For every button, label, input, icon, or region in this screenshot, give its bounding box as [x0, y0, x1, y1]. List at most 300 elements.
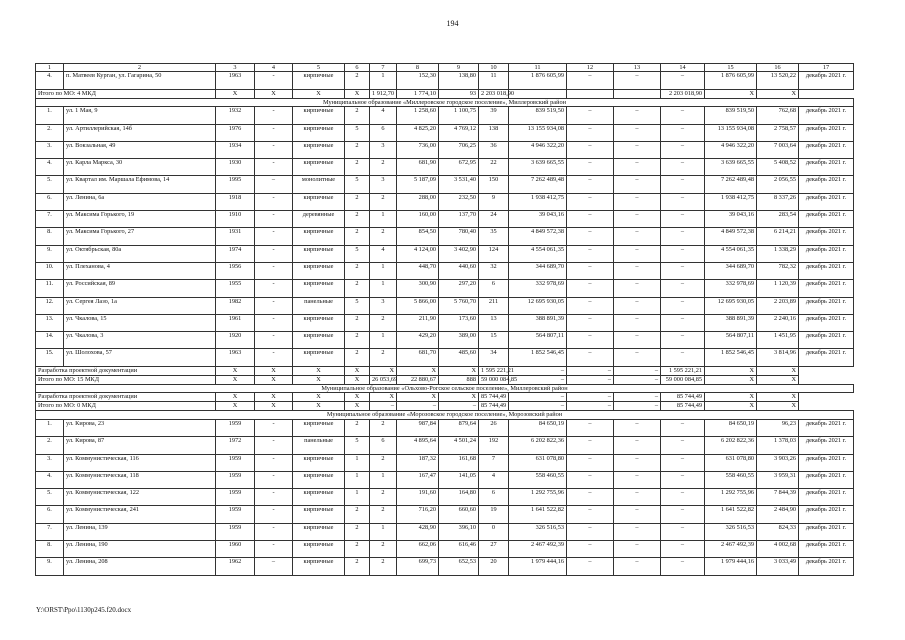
total-cell: – [509, 366, 567, 375]
deadline-cell: декабрь 2021 г. [799, 280, 854, 297]
data-cell: 344 689,70 [705, 262, 757, 279]
data-cell: 879,64 [439, 419, 479, 436]
table-row [36, 332, 854, 349]
data-cell: – [567, 349, 614, 366]
data-cell: – [614, 297, 661, 314]
data-cell: 4 849 572,38 [509, 228, 567, 245]
total-cell: X [255, 375, 293, 384]
data-cell: 1976 [216, 124, 255, 141]
data-cell: 6 202 822,36 [705, 437, 757, 454]
data-cell: 211 [479, 297, 509, 314]
data-cell: 326 516,53 [509, 523, 567, 540]
total-cell: X [255, 366, 293, 375]
data-cell: 11 [479, 72, 509, 89]
total-cell: X [439, 393, 479, 402]
data-cell: 1963 [216, 349, 255, 366]
data-cell: 662,06 [397, 541, 439, 558]
address-cell: ул. Ленина, 6а [64, 193, 216, 210]
data-cell: 84 650,19 [509, 419, 567, 436]
row-number: 9. [36, 245, 64, 262]
row-number: 10. [36, 262, 64, 279]
data-cell: 1 100,75 [439, 107, 479, 124]
deadline-cell: декабрь 2021 г. [799, 228, 854, 245]
data-cell: – [567, 506, 614, 523]
row-number: 4. [36, 72, 64, 89]
data-cell: 5 760,70 [439, 297, 479, 314]
data-cell: – [661, 107, 705, 124]
data-cell: кирпичные [293, 523, 345, 540]
data-cell: 2 484,90 [757, 506, 799, 523]
column-number-cell: 6 [345, 64, 370, 72]
data-cell: кирпичные [293, 159, 345, 176]
table-row [36, 489, 854, 506]
row-number: 15. [36, 349, 64, 366]
address-cell: ул. Ленина, 190 [64, 541, 216, 558]
data-cell: 1 120,39 [757, 280, 799, 297]
total-cell: – [509, 393, 567, 402]
row-number: 2. [36, 437, 64, 454]
total-cell: X [293, 89, 345, 98]
deadline-cell: декабрь 2021 г. [799, 419, 854, 436]
data-cell: – [661, 471, 705, 488]
data-cell: 4 002,68 [757, 541, 799, 558]
data-cell: панельные [293, 437, 345, 454]
data-cell: 1995 [216, 176, 255, 193]
table-row [36, 541, 854, 558]
total-cell: X [216, 89, 255, 98]
data-cell: 440,60 [439, 262, 479, 279]
deadline-cell: декабрь 2021 г. [799, 211, 854, 228]
data-cell: 1 [370, 471, 397, 488]
data-cell: - [255, 349, 293, 366]
data-cell: 4 769,12 [439, 124, 479, 141]
data-cell: 24 [479, 211, 509, 228]
table-row [36, 159, 854, 176]
data-cell: 5 [345, 245, 370, 262]
data-cell: 1 292 755,96 [509, 489, 567, 506]
data-cell: 1 [345, 454, 370, 471]
data-cell: 1 451,95 [757, 332, 799, 349]
data-cell: – [614, 211, 661, 228]
data-cell: кирпичные [293, 193, 345, 210]
data-cell: - [255, 280, 293, 297]
total-cell [567, 89, 614, 98]
data-cell: 1 378,03 [757, 437, 799, 454]
data-cell: 232,50 [439, 193, 479, 210]
data-cell: – [661, 228, 705, 245]
data-cell: – [567, 454, 614, 471]
total-cell: X [345, 89, 370, 98]
data-cell: – [567, 489, 614, 506]
total-cell: – [370, 402, 397, 411]
data-cell: – [567, 314, 614, 331]
data-cell: 2 [345, 541, 370, 558]
section-header-row [36, 98, 854, 107]
data-cell: 558 460,55 [705, 471, 757, 488]
column-number-row [36, 64, 854, 72]
data-cell: 137,70 [439, 211, 479, 228]
data-cell: 2 467 492,39 [705, 541, 757, 558]
deadline-cell: декабрь 2021 г. [799, 541, 854, 558]
data-cell: 7 262 489,48 [705, 176, 757, 193]
total-cell: X [216, 366, 255, 375]
data-cell: 1961 [216, 314, 255, 331]
deadline-cell: декабрь 2021 г. [799, 558, 854, 575]
data-cell: – [567, 72, 614, 89]
data-cell: 1 852 546,45 [705, 349, 757, 366]
total-cell: X [397, 393, 439, 402]
column-number-cell: 2 [64, 64, 216, 72]
data-cell: – [661, 489, 705, 506]
total-cell: X [757, 375, 799, 384]
deadline-cell: декабрь 2021 г. [799, 124, 854, 141]
address-cell: ул. Ленина, 139 [64, 523, 216, 540]
total-cell: – [614, 393, 661, 402]
section-title: Муниципальное образование «Морозовское городское поселение», Морозовский район [36, 411, 854, 420]
data-cell: - [255, 211, 293, 228]
total-cell: – [567, 366, 614, 375]
data-cell: 8 337,26 [757, 193, 799, 210]
total-cell: X [397, 366, 439, 375]
data-cell: 429,20 [397, 332, 439, 349]
deadline-cell: декабрь 2021 г. [799, 489, 854, 506]
data-cell: 36 [479, 141, 509, 158]
table-row [36, 72, 854, 89]
table-row [36, 523, 854, 540]
data-cell: 35 [479, 228, 509, 245]
data-cell: 1 979 444,16 [509, 558, 567, 575]
address-cell: ул. Кирова, 23 [64, 419, 216, 436]
address-cell: п. Матвеев Курган, ул. Гагарина, 50 [64, 72, 216, 89]
data-cell: - [255, 419, 293, 436]
data-cell: 1 876 605,99 [509, 72, 567, 89]
data-cell: 5 866,00 [397, 297, 439, 314]
data-cell: 2 240,16 [757, 314, 799, 331]
data-cell: – [567, 419, 614, 436]
data-cell: 2 056,55 [757, 176, 799, 193]
data-cell: 1 938 412,75 [705, 193, 757, 210]
data-cell: 326 516,53 [705, 523, 757, 540]
column-number-cell: 7 [370, 64, 397, 72]
data-cell: – [614, 489, 661, 506]
data-cell: 389,00 [439, 332, 479, 349]
data-cell: 13 155 934,08 [509, 124, 567, 141]
row-number: 8. [36, 541, 64, 558]
data-cell: 1962 [216, 558, 255, 575]
data-cell: 2 [370, 159, 397, 176]
data-cell: – [567, 159, 614, 176]
total-cell: 59 000 084,85 [479, 375, 509, 384]
data-cell: 3 814,96 [757, 349, 799, 366]
data-cell: – [614, 523, 661, 540]
column-number-cell: 16 [757, 64, 799, 72]
data-cell: – [661, 193, 705, 210]
total-row [36, 375, 854, 384]
data-cell: 3 [370, 176, 397, 193]
data-cell: 3 402,90 [439, 245, 479, 262]
data-cell: 1 641 522,82 [509, 506, 567, 523]
column-number-cell: 9 [439, 64, 479, 72]
total-cell: X [705, 366, 757, 375]
data-cell: 2 [345, 262, 370, 279]
deadline-cell: декабрь 2021 г. [799, 141, 854, 158]
column-number-cell: 10 [479, 64, 509, 72]
data-cell: – [255, 558, 293, 575]
data-cell: 141,05 [439, 471, 479, 488]
data-cell: 2 [370, 349, 397, 366]
data-cell: 2 [370, 489, 397, 506]
data-cell: 4 [370, 245, 397, 262]
column-number-cell: 3 [216, 64, 255, 72]
row-number: 6. [36, 193, 64, 210]
data-cell: 96,23 [757, 419, 799, 436]
data-cell: 5 [345, 297, 370, 314]
row-number: 1. [36, 107, 64, 124]
data-cell: 1930 [216, 159, 255, 176]
data-cell: 1982 [216, 297, 255, 314]
column-number-cell: 13 [614, 64, 661, 72]
column-number-cell: 8 [397, 64, 439, 72]
total-cell: 59 000 084,85 [661, 375, 705, 384]
data-cell: – [661, 506, 705, 523]
data-cell: 1 [370, 523, 397, 540]
total-row [36, 402, 854, 411]
data-cell: 1972 [216, 437, 255, 454]
data-cell: 4 554 061,35 [705, 245, 757, 262]
address-cell: ул. Коммунистическая, 122 [64, 489, 216, 506]
data-cell: 7 262 489,48 [509, 176, 567, 193]
data-cell: 192 [479, 437, 509, 454]
data-cell: 2 [345, 314, 370, 331]
address-cell: ул. Коммунистическая, 241 [64, 506, 216, 523]
total-cell: – [614, 375, 661, 384]
data-cell: 681,90 [397, 159, 439, 176]
data-cell: – [661, 419, 705, 436]
data-cell: – [567, 471, 614, 488]
data-cell: – [567, 297, 614, 314]
total-cell: – [509, 375, 567, 384]
data-cell: – [661, 332, 705, 349]
total-label: Разработка проектной документации [36, 366, 216, 375]
total-cell: – [614, 402, 661, 411]
data-cell: 2 [345, 211, 370, 228]
data-cell: – [614, 506, 661, 523]
row-number: 5. [36, 489, 64, 506]
deadline-cell: декабрь 2021 г. [799, 471, 854, 488]
total-cell: 2 203 018,90 [661, 89, 705, 98]
total-cell: – [439, 402, 479, 411]
total-cell [614, 89, 661, 98]
data-cell: 4 [479, 471, 509, 488]
table-row [36, 211, 854, 228]
data-cell: 5 187,09 [397, 176, 439, 193]
data-cell: 2 [345, 72, 370, 89]
data-cell: 3 639 665,55 [509, 159, 567, 176]
total-cell: 85 744,49 [661, 402, 705, 411]
total-cell: X [255, 393, 293, 402]
registry-table [35, 63, 854, 576]
total-cell: 26 053,69 [370, 375, 397, 384]
data-cell: – [567, 176, 614, 193]
data-cell: 660,60 [439, 506, 479, 523]
total-cell: X [757, 366, 799, 375]
data-cell: - [255, 471, 293, 488]
data-cell: 2 203,89 [757, 297, 799, 314]
data-cell: – [567, 280, 614, 297]
data-cell: 672,95 [439, 159, 479, 176]
data-cell: 631 078,80 [705, 454, 757, 471]
address-cell: ул. Плеханова, 4 [64, 262, 216, 279]
data-cell: – [567, 228, 614, 245]
data-cell: 1934 [216, 141, 255, 158]
total-cell: 2 203 018,90 [479, 89, 509, 98]
total-row [36, 393, 854, 402]
data-cell: 1 [370, 280, 397, 297]
data-cell: – [614, 262, 661, 279]
data-cell: – [661, 349, 705, 366]
data-cell: 9 [479, 193, 509, 210]
data-cell: – [255, 176, 293, 193]
data-cell: 4 849 572,38 [705, 228, 757, 245]
data-cell: – [567, 211, 614, 228]
data-cell: 448,70 [397, 262, 439, 279]
data-cell: 2 [370, 506, 397, 523]
total-cell: 22 880,67 [397, 375, 439, 384]
total-cell: 85 744,49 [479, 393, 509, 402]
data-cell: деревянные [293, 211, 345, 228]
data-cell: 2 [370, 193, 397, 210]
address-cell: ул. Артиллерийская, 14б [64, 124, 216, 141]
data-cell: 5 [345, 176, 370, 193]
data-cell: 3 033,49 [757, 558, 799, 575]
data-cell: - [255, 228, 293, 245]
data-cell: – [661, 211, 705, 228]
data-cell: 2 [345, 159, 370, 176]
data-cell: – [614, 193, 661, 210]
data-cell: – [661, 72, 705, 89]
data-cell: монолитные [293, 176, 345, 193]
data-cell: 2 [345, 506, 370, 523]
data-cell: 1 [370, 211, 397, 228]
table-row [36, 506, 854, 523]
data-cell: 3 531,40 [439, 176, 479, 193]
data-cell: – [614, 471, 661, 488]
total-cell: X [293, 366, 345, 375]
total-cell: X [216, 393, 255, 402]
data-cell: – [614, 228, 661, 245]
data-cell: 13 [479, 314, 509, 331]
address-cell: ул. Чкалова, 3 [64, 332, 216, 349]
data-cell: – [661, 437, 705, 454]
data-cell: 3 [370, 297, 397, 314]
section-title: Муниципальное образование «Миллеровское городское поселение», Миллеровский район [36, 98, 854, 107]
address-cell: ул. Кирова, 87 [64, 437, 216, 454]
data-cell: кирпичные [293, 314, 345, 331]
total-label: Итого по МО: 0 МКД [36, 402, 216, 411]
data-cell: кирпичные [293, 454, 345, 471]
data-cell: – [567, 332, 614, 349]
data-cell: 736,00 [397, 141, 439, 158]
data-cell: 4 554 061,35 [509, 245, 567, 262]
data-cell: – [567, 141, 614, 158]
data-cell: 1956 [216, 262, 255, 279]
data-cell: 839 519,50 [509, 107, 567, 124]
data-cell: 27 [479, 541, 509, 558]
row-number: 4. [36, 471, 64, 488]
total-cell: X [705, 393, 757, 402]
data-cell: 283,54 [757, 211, 799, 228]
column-number-cell: 4 [255, 64, 293, 72]
data-cell: 1 292 755,96 [705, 489, 757, 506]
data-cell: - [255, 107, 293, 124]
data-cell: кирпичные [293, 489, 345, 506]
section-header-row [36, 411, 854, 420]
total-cell: X [293, 402, 345, 411]
data-cell: 138 [479, 124, 509, 141]
total-cell: X [439, 366, 479, 375]
data-cell: 13 520,22 [757, 72, 799, 89]
data-cell: 2 [345, 558, 370, 575]
total-cell: X [370, 366, 397, 375]
data-cell: кирпичные [293, 419, 345, 436]
row-number: 1. [36, 419, 64, 436]
data-cell: 2 [345, 419, 370, 436]
address-cell: ул. Максима Горького, 27 [64, 228, 216, 245]
data-cell: 1 [345, 471, 370, 488]
data-cell: – [661, 558, 705, 575]
data-cell: 1959 [216, 506, 255, 523]
data-cell: 1959 [216, 454, 255, 471]
data-cell: 716,20 [397, 506, 439, 523]
data-cell: - [255, 332, 293, 349]
data-cell: – [614, 141, 661, 158]
deadline-cell: декабрь 2021 г. [799, 159, 854, 176]
data-cell: 164,80 [439, 489, 479, 506]
data-cell: 652,53 [439, 558, 479, 575]
total-cell: X [345, 402, 370, 411]
data-cell: 160,00 [397, 211, 439, 228]
data-cell: – [614, 332, 661, 349]
data-cell: – [614, 124, 661, 141]
data-cell: 191,60 [397, 489, 439, 506]
data-cell: 150 [479, 176, 509, 193]
data-cell: – [614, 349, 661, 366]
table-row [36, 314, 854, 331]
data-cell: 161,68 [439, 454, 479, 471]
data-cell: – [614, 72, 661, 89]
total-cell: 888 [439, 375, 479, 384]
data-cell: кирпичные [293, 107, 345, 124]
data-cell: 485,60 [439, 349, 479, 366]
data-cell: – [661, 541, 705, 558]
data-cell: 1 [345, 489, 370, 506]
address-cell: ул. Максима Горького, 19 [64, 211, 216, 228]
data-cell: – [567, 558, 614, 575]
data-cell: - [255, 193, 293, 210]
table-row [36, 454, 854, 471]
data-cell: 1932 [216, 107, 255, 124]
data-cell: 4 946 322,20 [705, 141, 757, 158]
data-cell: 2 [370, 228, 397, 245]
total-row [36, 89, 854, 98]
data-cell: 7 [479, 454, 509, 471]
table-row [36, 471, 854, 488]
data-cell: – [614, 107, 661, 124]
row-number: 2. [36, 124, 64, 141]
data-cell: кирпичные [293, 124, 345, 141]
data-cell: 32 [479, 262, 509, 279]
data-cell: кирпичные [293, 541, 345, 558]
